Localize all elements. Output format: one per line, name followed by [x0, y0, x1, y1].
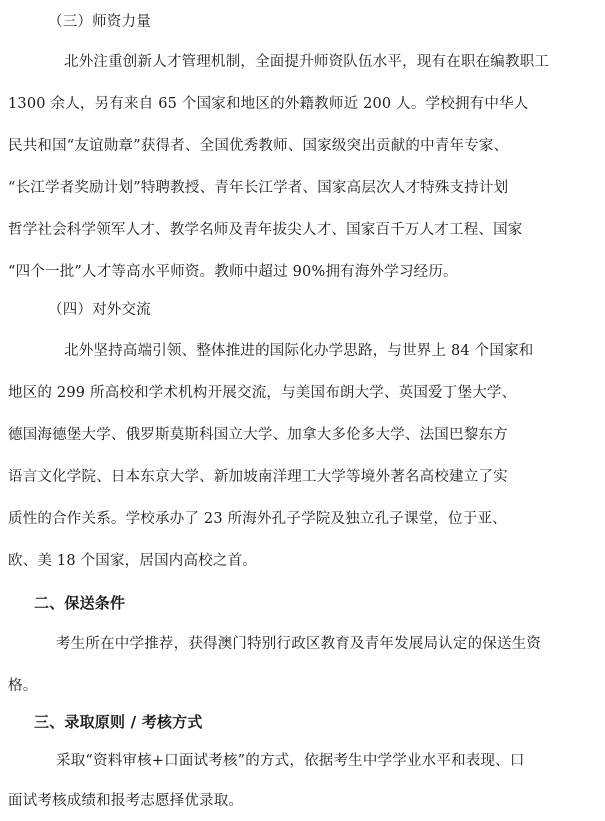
paragraph-line: 考生所在中学推荐，获得澳门特别行政区教育及青年发展局认定的保送生资 — [56, 636, 542, 652]
section-heading-admission: 三、录取原则 / 考核方式 — [34, 713, 203, 731]
section-heading-eligibility: 二、保送条件 — [34, 594, 126, 612]
section-heading-faculty: （三）师资力量 — [48, 14, 151, 30]
paragraph-line: 1300 余人，另有来自 65 个国家和地区的外籍教师近 200 人。学校拥有中华人 — [8, 96, 529, 112]
paragraph-line: 哲学社会科学领军人才、教学名师及青年拔尖人才、国家百千万人才工程、国家 — [8, 222, 523, 238]
section-heading-exchange: （四）对外交流 — [48, 302, 151, 318]
paragraph-line: 语言文化学院、日本东京大学、新加坡南洋理工大学等境外著名高校建立了实 — [8, 469, 508, 485]
paragraph-line: 质性的合作关系。学校承办了 23 所海外孔子学院及独立孔子课堂，位于亚、 — [8, 511, 507, 527]
paragraph-line: “四个一批”人才等高水平师资。教师中超过 90%拥有海外学习经历。 — [8, 264, 458, 280]
paragraph-line: 北外注重创新人才管理机制，全面提升师资队伍水平，现有在职在编教职工 — [64, 54, 550, 70]
paragraph-line: 采取“资料审核+口面试考核”的方式，依据考生中学学业水平和表现、口 — [56, 753, 525, 769]
paragraph-line: 欧、美 18 个国家，居国内高校之首。 — [8, 553, 257, 569]
paragraph-line: 德国海德堡大学、俄罗斯莫斯科国立大学、加拿大多伦多大学、法国巴黎东方 — [8, 427, 508, 443]
paragraph-line: 北外坚持高端引领、整体推进的国际化办学思路，与世界上 84 个国家和 — [64, 343, 534, 359]
paragraph-line: 面试考核成绩和报考志愿择优录取。 — [8, 793, 244, 809]
paragraph-line: 格。 — [8, 678, 38, 694]
paragraph-line: “长江学者奖励计划”特聘教授、青年长江学者、国家高层次人才特殊支持计划 — [8, 180, 509, 196]
paragraph-line: 地区的 299 所高校和学术机构开展交流，与美国布朗大学、英国爱丁堡大学、 — [8, 385, 517, 401]
paragraph-line: 民共和国“友谊勋章”获得者、全国优秀教师、国家级突出贡献的中青年专家、 — [8, 138, 509, 154]
